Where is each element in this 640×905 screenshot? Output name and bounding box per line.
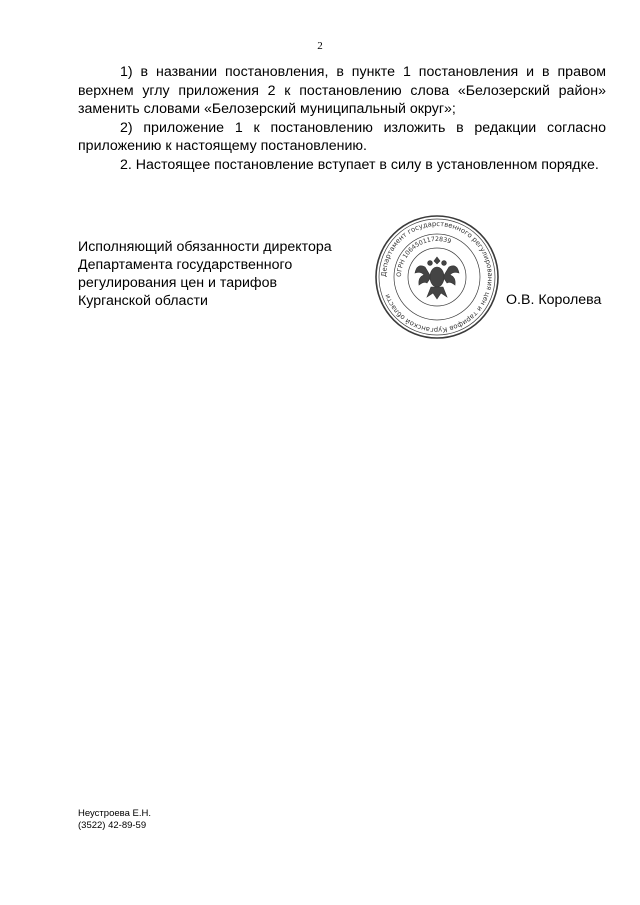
position-line-3: регулирования цен и тарифов [78,275,278,291]
position-line-1: Исполняющий обязанности директора [78,239,332,255]
paragraph-1: 1) в названии постановления, в пункте 1 постановления и в правом верхнем углу приложения 2 к постановлению слова «Белозерский район» заменить словами «Белозерский муниципальный округ»; [78,64,606,117]
executor-name: Неустроева Е.Н. [78,808,151,819]
official-seal [373,213,501,341]
seal-outer-text: Департамент государственного регулирования цен и тарифов Курганской области [379,219,495,335]
signatory-position [78,238,378,310]
signatory-name: О.В. Королева [506,292,602,308]
position-line-4: Курганской области [78,293,208,309]
paragraph-3: 2. Настоящее постановление вступает в силу в установленном порядке. [120,156,599,173]
page-number: 2 [317,40,323,52]
double-headed-eagle-icon [415,257,459,299]
position-line-2: Департамента государственного [78,257,293,273]
paragraph-2: 2) приложение 1 к постановлению изложить в редакции согласно приложению к настоящему постановлению. [78,119,606,154]
executor-phone: (3522) 42-89-59 [78,820,147,831]
executor-info [78,808,151,832]
document-body [78,63,606,174]
seal-inner-text: ОГРН 1064501172839 [395,235,453,278]
